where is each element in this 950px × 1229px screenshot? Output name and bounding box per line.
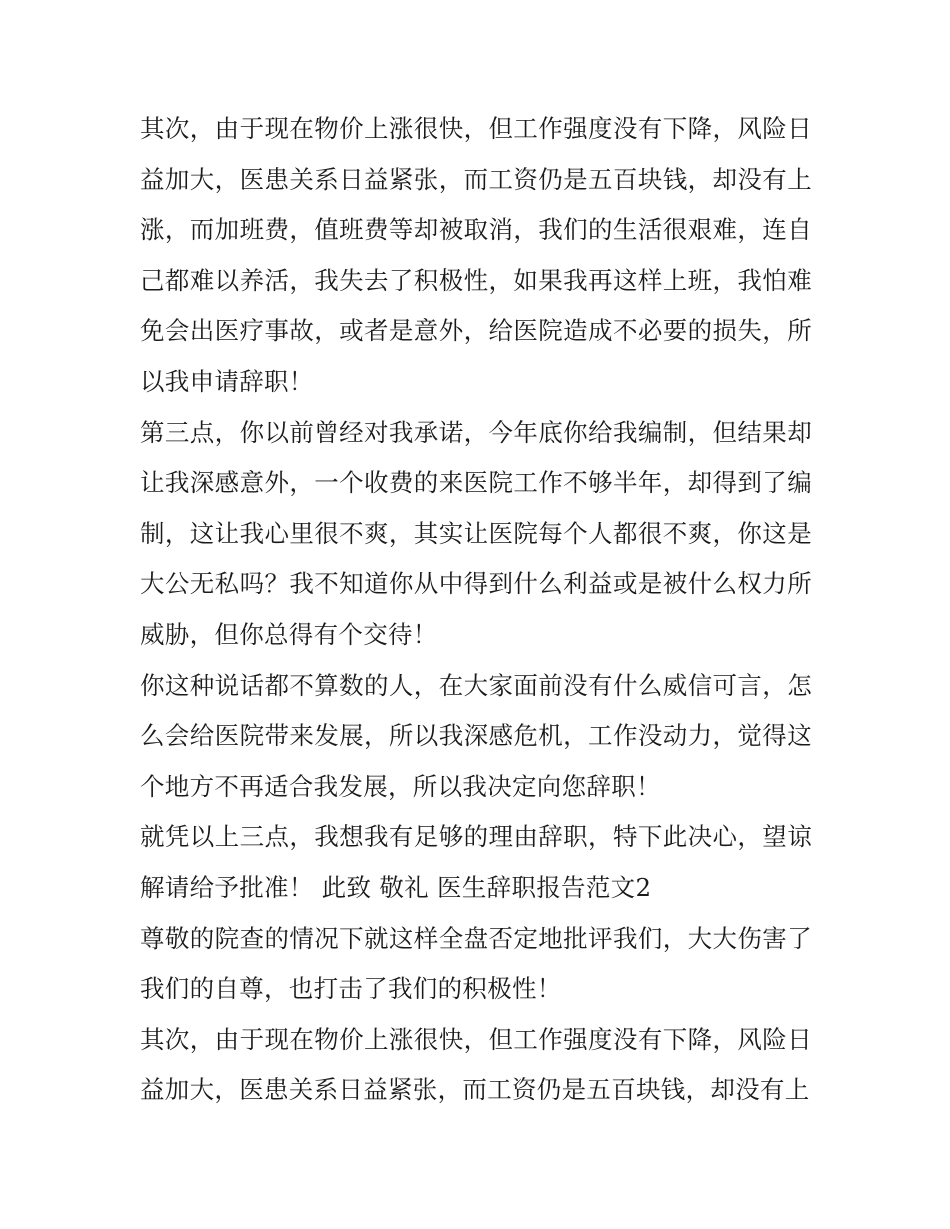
paragraph-5: 尊敬的院查的情况下就这样全盘否定地批评我们，大大伤害了我们的自尊，也打击了我们的积极性！ <box>140 923 812 1004</box>
paragraph-4: 就凭以上三点，我想我有足够的理由辞职，特下此决心，望谅解请给予批准！ 此致 敬礼 医生辞职报告范文2 <box>140 822 812 902</box>
paragraph-3: 你这种说话都不算数的人，在大家面前没有什么威信可言，怎么会给医院带来发展，所以我深感危机，工作没动力，觉得这个地方不再适合我发展，所以我决定向您辞职！ <box>140 670 812 801</box>
paragraph-2: 第三点，你以前曾经对我承诺，今年底你给我编制，但结果却让我深感意外，一个收费的来医院工作不够半年，却得到了编制，这让我心里很不爽，其实让医院每个人都很不爽，你这是大公无私吗？我不知道你从中得到什么利益或是被什么权力所威胁，但你总得有个交待！ <box>140 417 812 649</box>
paragraph-6: 其次，由于现在物价上涨很快，但工作强度没有下降，风险日益加大，医患关系日益紧张，而工资仍是五百块钱，却没有上 <box>140 1024 812 1105</box>
paragraph-1: 其次，由于现在物价上涨很快，但工作强度没有下降，风险日益加大，医患关系日益紧张，而工资仍是五百块钱，却没有上涨，而加班费，值班费等却被取消，我们的生活很艰难，连自己都难以养活，我失去了积极性，如果我再这样上班，我怕难免会出医疗事故，或者是意外，给医院造成不必要的损失，所以我申请辞职！ <box>140 114 812 396</box>
document-body <box>140 104 812 1116</box>
